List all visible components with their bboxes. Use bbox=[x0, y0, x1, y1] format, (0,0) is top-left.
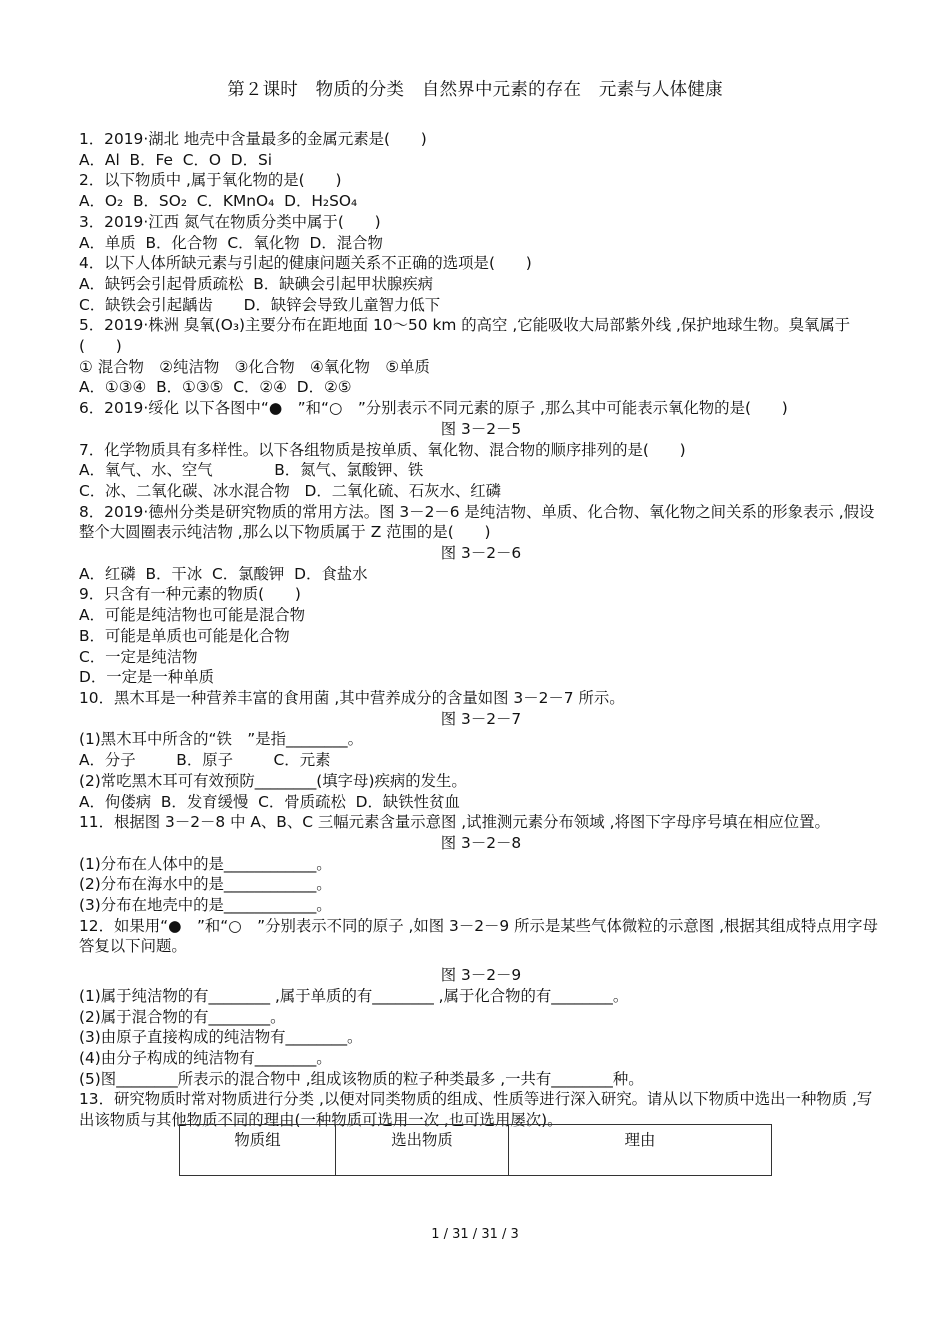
q13-stem: 13．研究物质时常对物质进行分类 ,以便对同类物质的组成、性质等进行深入研究。请从以下物质中选出一种物质 ,写出该物质与其他物质不同的理由(一种物质可选用一次 ,也可选用屡次)。 bbox=[79, 1090, 873, 1130]
q8-options: A．红磷 B．干冰 C．氯酸钾 D．食盐水 bbox=[79, 564, 368, 583]
q13-table bbox=[179, 1124, 772, 1176]
q10-part1-options: A．分子 B．原子 C．元素 bbox=[79, 751, 331, 770]
q12-part2: (2)属于混合物的有________。 bbox=[79, 1007, 286, 1026]
q9-stem: 9．只含有一种元素的物质( ) bbox=[79, 585, 301, 604]
q1-stem: 1．2019·湖北 地壳中含量最多的金属元素是( ) bbox=[79, 130, 427, 148]
q1-options: A．Al B．Fe C．O D．Si bbox=[79, 150, 273, 169]
q3-stem: 3．2019·江西 氮气在物质分类中属于( ) bbox=[79, 212, 381, 231]
q5-stem: 5．2019·株洲 臭氧(O₃)主要分布在距地面 10～50 km 的高空 ,它能吸收大局部紫外线 ,保护地球生物。臭氧属于( ) bbox=[79, 316, 851, 356]
page-title: 第２课时 物质的分类 自然界中元素的存在 元素与人体健康 bbox=[227, 80, 723, 100]
table-header-selected-substance: 选出物质 bbox=[336, 1125, 509, 1176]
figure-caption-3-2-8: 图 3－2－8 bbox=[440, 833, 522, 852]
q10-part1: (1)黑木耳中所含的“铁 ”是指________。 bbox=[79, 730, 363, 749]
table-header-reason: 理由 bbox=[509, 1125, 772, 1176]
q7-options-ab: A．氧气、水、空气 B．氮气、氯酸钾、铁 bbox=[79, 461, 424, 480]
q6-stem: 6．2019·绥化 以下各图中“● ”和“○ ”分别表示不同元素的原子 ,那么其中可能表示氧化物的是( ) bbox=[79, 399, 788, 418]
q11-part1: (1)分布在人体中的是____________。 bbox=[79, 854, 332, 873]
q10-part2-options: A．佝偻病 B．发育缓慢 C．骨质疏松 D．缺铁性贫血 bbox=[79, 792, 460, 811]
figure-caption-3-2-6: 图 3－2－6 bbox=[440, 544, 522, 563]
q9-option-d: D．一定是一种单质 bbox=[79, 668, 214, 687]
q9-option-a: A．可能是纯洁物也可能是混合物 bbox=[79, 606, 305, 625]
q10-part2: (2)常吃黑木耳可有效预防________(填字母)疾病的发生。 bbox=[79, 771, 467, 790]
q5-options: A．①③④ B．①③⑤ C．②④ D．②⑤ bbox=[79, 378, 352, 397]
q11-part2: (2)分布在海水中的是____________。 bbox=[79, 875, 332, 894]
q12-part3: (3)由原子直接构成的纯洁物有________。 bbox=[79, 1028, 363, 1047]
q4-options-ab: A．缺钙会引起骨质疏松 B．缺碘会引起甲状腺疾病 bbox=[79, 274, 434, 293]
q12-part4: (4)由分子构成的纯洁物有________。 bbox=[79, 1048, 332, 1067]
q7-stem: 7．化学物质具有多样性。以下各组物质是按单质、氧化物、混合物的顺序排列的是( ) bbox=[79, 440, 686, 459]
question-list bbox=[79, 129, 883, 1131]
q3-options: A．单质 B．化合物 C．氧化物 D．混合物 bbox=[79, 233, 383, 252]
q11-part3: (3)分布在地壳中的是____________。 bbox=[79, 896, 332, 915]
q2-stem: 2．以下物质中 ,属于氧化物的是( ) bbox=[79, 171, 342, 190]
q4-options-cd: C．缺铁会引起龋齿 D．缺锌会导致儿童智力低下 bbox=[79, 295, 441, 314]
q4-stem: 4．以下人体所缺元素与引起的健康问题关系不正确的选项是( ) bbox=[79, 254, 532, 273]
figure-caption-3-2-5: 图 3－2－5 bbox=[440, 419, 522, 438]
table-header-substance-group: 物质组 bbox=[180, 1125, 336, 1176]
figure-caption-3-2-9: 图 3－2－9 bbox=[440, 966, 522, 985]
q12-part1: (1)属于纯洁物的有________ ,属于单质的有________ ,属于化合物的有________。 bbox=[79, 986, 629, 1005]
q10-stem: 10．黑木耳是一种营养丰富的食用菌 ,其中营养成分的含量如图 3－2－7 所示。 bbox=[79, 688, 625, 707]
q2-options: A．O₂ B．SO₂ C．KMnO₄ D．H₂SO₄ bbox=[79, 192, 358, 211]
page-number: 1 / 31 / 31 / 3 bbox=[431, 1227, 519, 1242]
q9-option-b: B．可能是单质也可能是化合物 bbox=[79, 626, 290, 645]
q5-choices: ① 混合物 ②纯洁物 ③化合物 ④氧化物 ⑤单质 bbox=[79, 357, 430, 376]
q12-stem: 12．如果用“● ”和“○ ”分别表示不同的原子 ,如图 3－2－9 所示是某些气体微粒的示意图 ,根据其组成特点用字母答复以下问题。 bbox=[79, 916, 878, 956]
q7-options-cd: C．冰、二氧化碳、冰水混合物 D．二氧化硫、石灰水、红磷 bbox=[79, 481, 502, 500]
q9-option-c: C．一定是纯洁物 bbox=[79, 647, 198, 666]
q8-stem: 8．2019·德州分类是研究物质的常用方法。图 3－2－6 是纯洁物、单质、化合物、氧化物之间关系的形象表示 ,假设整个大圆圈表示纯洁物 ,那么以下物质属于 Z 范围的是( ) bbox=[79, 502, 875, 542]
figure-caption-3-2-7: 图 3－2－7 bbox=[440, 709, 522, 728]
q12-part5: (5)图________所表示的混合物中 ,组成该物质的粒子种类最多 ,一共有________种。 bbox=[79, 1069, 644, 1088]
q11-stem: 11．根据图 3－2－8 中 A、B、C 三幅元素含量示意图 ,试推测元素分布领域 ,将图下字母序号填在相应位置。 bbox=[79, 813, 830, 832]
